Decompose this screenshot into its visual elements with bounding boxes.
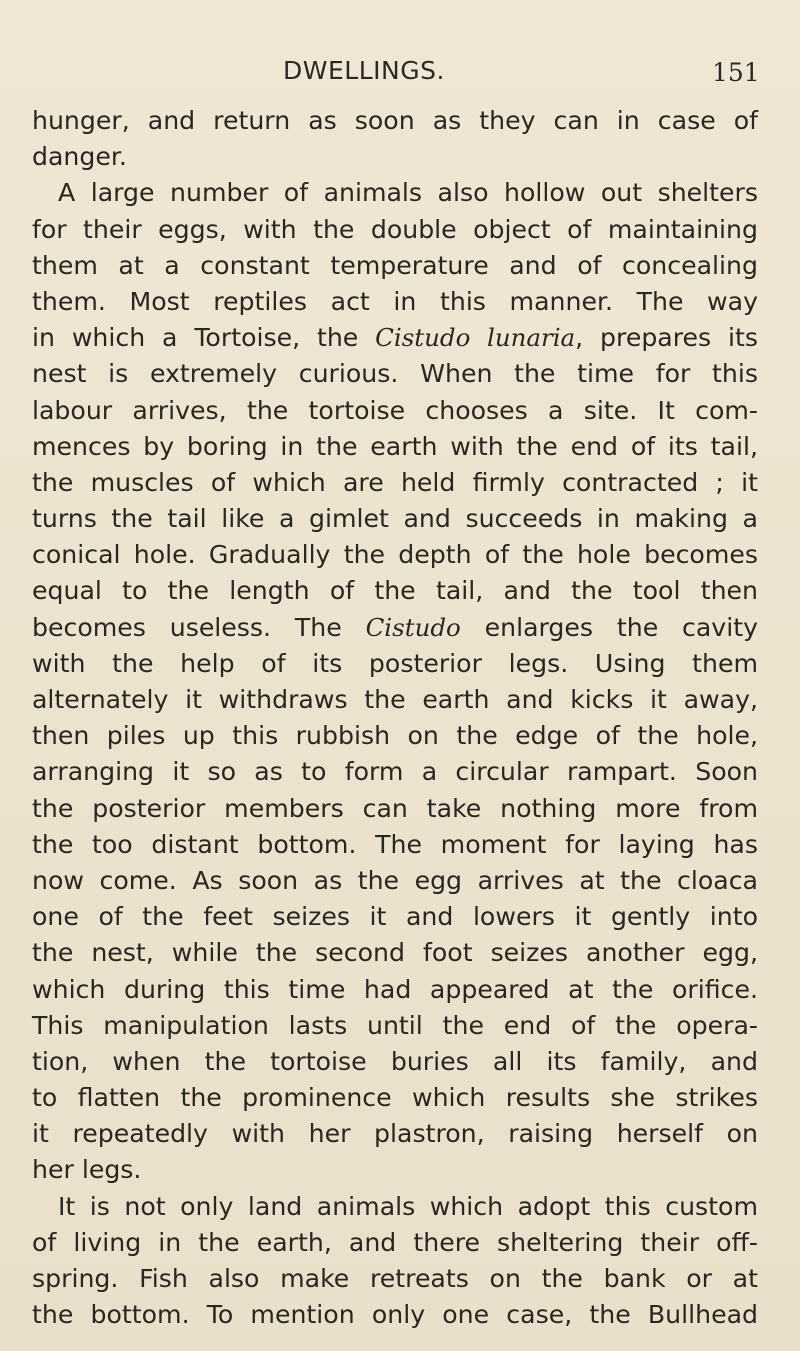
text-line: nest is extremely curious. When the time for this xyxy=(32,359,758,389)
text-line: with the help of its posterior legs. Using them xyxy=(32,648,758,678)
text-line: This manipulation lasts until the end of the opera- xyxy=(32,1010,758,1040)
text-run: in which a Tortoise, the xyxy=(32,323,376,353)
text-line: now come. As soon as the egg arrives at the cloaca xyxy=(32,865,758,895)
text-line: the bottom. To mention only one case, the Bullhead xyxy=(32,1300,758,1330)
running-head xyxy=(0,56,800,96)
text-line: mences by boring in the earth with the end of its tail, xyxy=(32,431,758,461)
text-line xyxy=(32,320,758,356)
text-line: hunger, and return as soon as they can in case of xyxy=(32,106,758,135)
text-line: turns the tail like a gimlet and succeeds in making a xyxy=(32,504,758,534)
text-line: her legs. xyxy=(32,1155,142,1185)
text-line: it repeatedly with her plastron, raising herself on xyxy=(32,1119,758,1149)
text-line: the muscles of which are held firmly contracted ; it xyxy=(32,467,758,497)
text-line: the posterior members can take nothing more from xyxy=(32,793,758,823)
text-line: tion, when the tortoise buries all its family, and xyxy=(32,1046,758,1076)
text-run: , prepares its xyxy=(575,323,759,353)
species-name-italic: Cistudo lunaria xyxy=(375,323,576,353)
text-line: danger. xyxy=(32,142,127,172)
text-line: to flatten the prominence which results she strikes xyxy=(32,1083,758,1113)
text-run: becomes useless. The xyxy=(32,612,366,642)
text-line: the nest, while the second foot seizes another egg, xyxy=(32,938,758,968)
text-line: one of the feet seizes it and lowers it gently into xyxy=(32,902,758,932)
body-text xyxy=(32,103,758,1333)
text-line: arranging it so as to form a circular rampart. Soon xyxy=(32,757,758,787)
text-line: spring. Fish also make retreats on the bank or at xyxy=(32,1264,758,1293)
text-line: of living in the earth, and there sheltering their off- xyxy=(32,1227,758,1257)
text-line: conical hole. Gradually the depth of the hole becomes xyxy=(32,540,758,570)
text-line: the too distant bottom. The moment for laying has xyxy=(32,829,758,859)
text-line: labour arrives, the tortoise chooses a site. It com- xyxy=(32,395,758,425)
text-line: then piles up this rubbish on the edge of the hole, xyxy=(32,721,758,751)
page-number: 151 xyxy=(712,58,760,87)
paragraph-first-line: A large number of animals also hollow out shelters xyxy=(58,178,758,208)
genus-name-italic: Cistudo xyxy=(365,612,461,642)
text-line: which during this time had appeared at the orifice. xyxy=(32,974,758,1004)
text-line: equal to the length of the tail, and the tool then xyxy=(32,576,758,606)
text-line xyxy=(32,610,758,646)
text-run: enlarges the cavity xyxy=(460,612,758,642)
text-line: for their eggs, with the double object of maintaining xyxy=(32,214,758,244)
paragraph-first-line: It is not only land animals which adopt this custom xyxy=(58,1191,758,1221)
text-line: them. Most reptiles act in this manner. The way xyxy=(32,286,758,316)
running-head-title: DWELLINGS. xyxy=(283,56,445,85)
text-line: alternately it withdraws the earth and kicks it away, xyxy=(32,685,758,714)
text-line: them at a constant temperature and of concealing xyxy=(32,250,758,280)
